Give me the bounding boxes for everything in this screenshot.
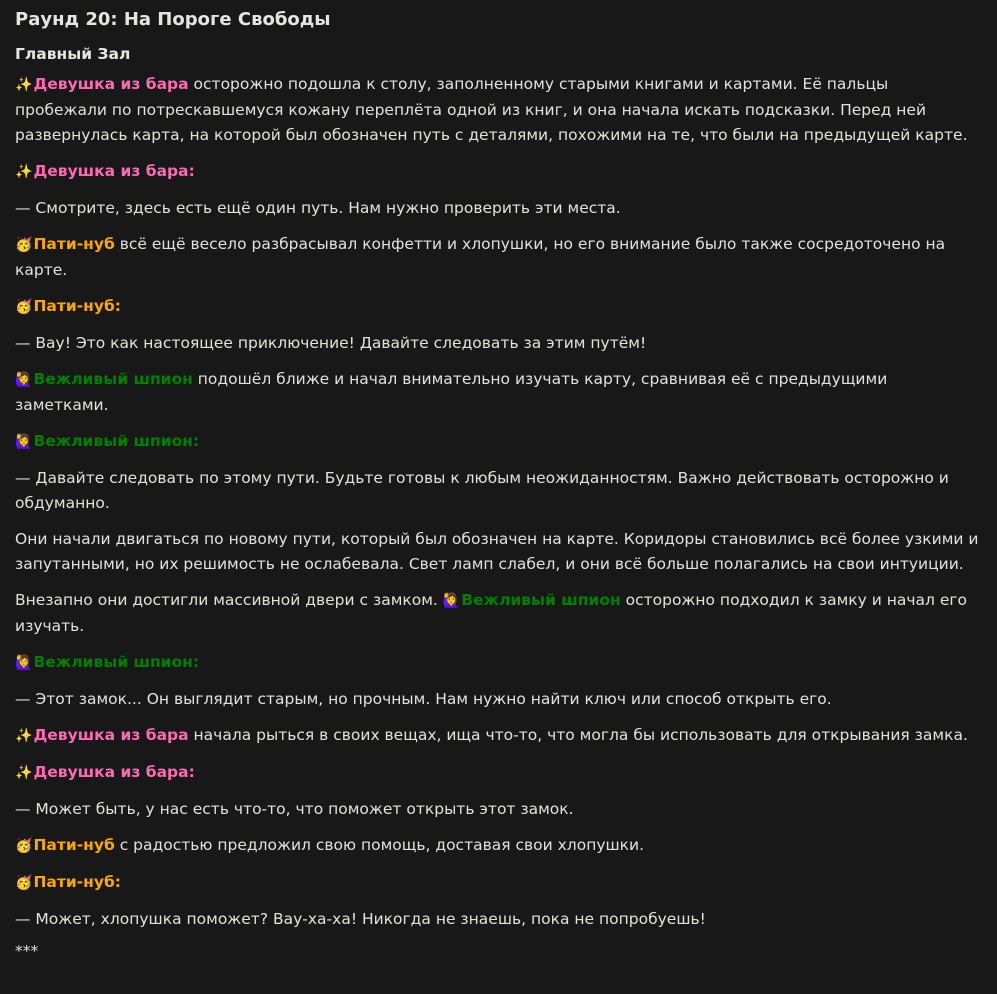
- narration-text: всё ещё весело разбрасывал конфетти и хлопушки, но его внимание было также сосредоточено на карте.: [15, 235, 946, 279]
- party-face-icon: 🥳: [15, 875, 33, 891]
- speaker-name: Девушка из бара: [33, 75, 189, 93]
- speaker-name: Пати-нуб: [33, 836, 115, 854]
- speaker-name: Девушка из бара: [33, 162, 189, 180]
- dialogue-line: — Вау! Это как настоящее приключение! Давайте следовать за этим путём!: [15, 334, 647, 352]
- sparkles-icon: ✨: [15, 765, 33, 781]
- narration-text: осторожно подходил к замку и начал его изучать.: [15, 591, 968, 635]
- narration-paragraph: [15, 232, 982, 283]
- speaker-name: Девушка из бара: [33, 726, 189, 744]
- end-mark: ***: [15, 942, 39, 960]
- raising-hand-icon: 🙋‍♀️: [15, 434, 33, 450]
- narration-text: осторожно подошла к столу, заполненному старыми книгами и картами. Её пальцы пробежали по потрескавшемуся кожану переплёта одной из книг, и она начала искать подсказки. Перед ней развернулась карта, на которой был обозначен путь с деталями, похожими на те, что были на предыдущей карте.: [15, 75, 968, 144]
- dialogue-line: — Давайте следовать по этому пути. Будьте готовы к любым неожиданностям. Важно действовать осторожно и обдуманно.: [15, 469, 949, 512]
- round-title: Раунд 20: На Пороге Свободы: [15, 9, 331, 30]
- speaker-name: Вежливый шпион: [33, 653, 193, 671]
- narration-paragraph: [15, 833, 982, 859]
- speaker-label: [15, 294, 982, 320]
- dialogue-line: — Смотрите, здесь есть ещё один путь. Нам нужно проверить эти места.: [15, 199, 621, 217]
- narration-text: Внезапно они достигли массивной двери с замком.: [15, 591, 443, 609]
- location-heading: Главный Зал: [15, 45, 131, 63]
- party-face-icon: 🥳: [15, 299, 33, 315]
- speaker-label: [15, 870, 982, 896]
- narration-text: с радостью предложил свою помощь, доставая свои хлопушки.: [114, 836, 645, 854]
- narration-text: подошёл ближе и начал внимательно изучать карту, сравнивая её с предыдущими заметками.: [15, 370, 888, 414]
- party-face-icon: 🥳: [15, 237, 33, 253]
- speaker-colon: :: [188, 162, 195, 180]
- dialogue-line: — Этот замок... Он выглядит старым, но прочным. Нам нужно найти ключ или способ открыть его.: [15, 690, 832, 708]
- speaker-name: Пати-нуб: [33, 297, 115, 315]
- speaker-label: [15, 650, 982, 676]
- speaker-name: Вежливый шпион: [33, 432, 193, 450]
- speaker-name: Пати-нуб: [33, 235, 115, 253]
- raising-hand-icon: 🙋‍♀️: [15, 655, 33, 671]
- speaker-name: Вежливый шпион: [461, 591, 621, 609]
- narration-paragraph: [15, 588, 982, 639]
- sparkles-icon: ✨: [15, 77, 33, 93]
- speaker-colon: :: [192, 432, 200, 450]
- speaker-colon: :: [114, 297, 121, 315]
- narration-paragraph: [15, 367, 982, 418]
- raising-hand-icon: 🙋‍♀️: [15, 372, 33, 388]
- speaker-colon: :: [114, 873, 121, 891]
- narration-paragraph: [15, 723, 982, 749]
- narration-paragraph: Они начали двигаться по новому пути, который был обозначен на карте. Коридоры становились всё более узкими и запутанными, но их решимость не ослабевала. Свет ламп слабел, и они всё больше полагались на свои интуиции.: [15, 530, 979, 573]
- speaker-name: Пати-нуб: [33, 873, 115, 891]
- speaker-label: [15, 159, 982, 185]
- speaker-name: Вежливый шпион: [33, 370, 193, 388]
- speaker-label: [15, 429, 982, 455]
- dialogue-line: — Может быть, у нас есть что-то, что поможет открыть этот замок.: [15, 800, 574, 818]
- story-blocks: [15, 72, 982, 932]
- speaker-colon: :: [192, 653, 200, 671]
- narration-paragraph: [15, 72, 982, 148]
- dialogue-line: — Может, хлопушка поможет? Вау-ха-ха! Никогда не знаешь, пока не попробуешь!: [15, 910, 706, 928]
- party-face-icon: 🥳: [15, 838, 33, 854]
- speaker-name: Девушка из бара: [33, 763, 189, 781]
- narration-text: начала рыться в своих вещах, ища что-то, что могла бы использовать для открывания замка.: [188, 726, 968, 744]
- speaker-colon: :: [188, 763, 195, 781]
- sparkles-icon: ✨: [15, 164, 33, 180]
- sparkles-icon: ✨: [15, 728, 33, 744]
- raising-hand-icon: 🙋‍♀️: [442, 593, 461, 609]
- speaker-label: [15, 760, 982, 786]
